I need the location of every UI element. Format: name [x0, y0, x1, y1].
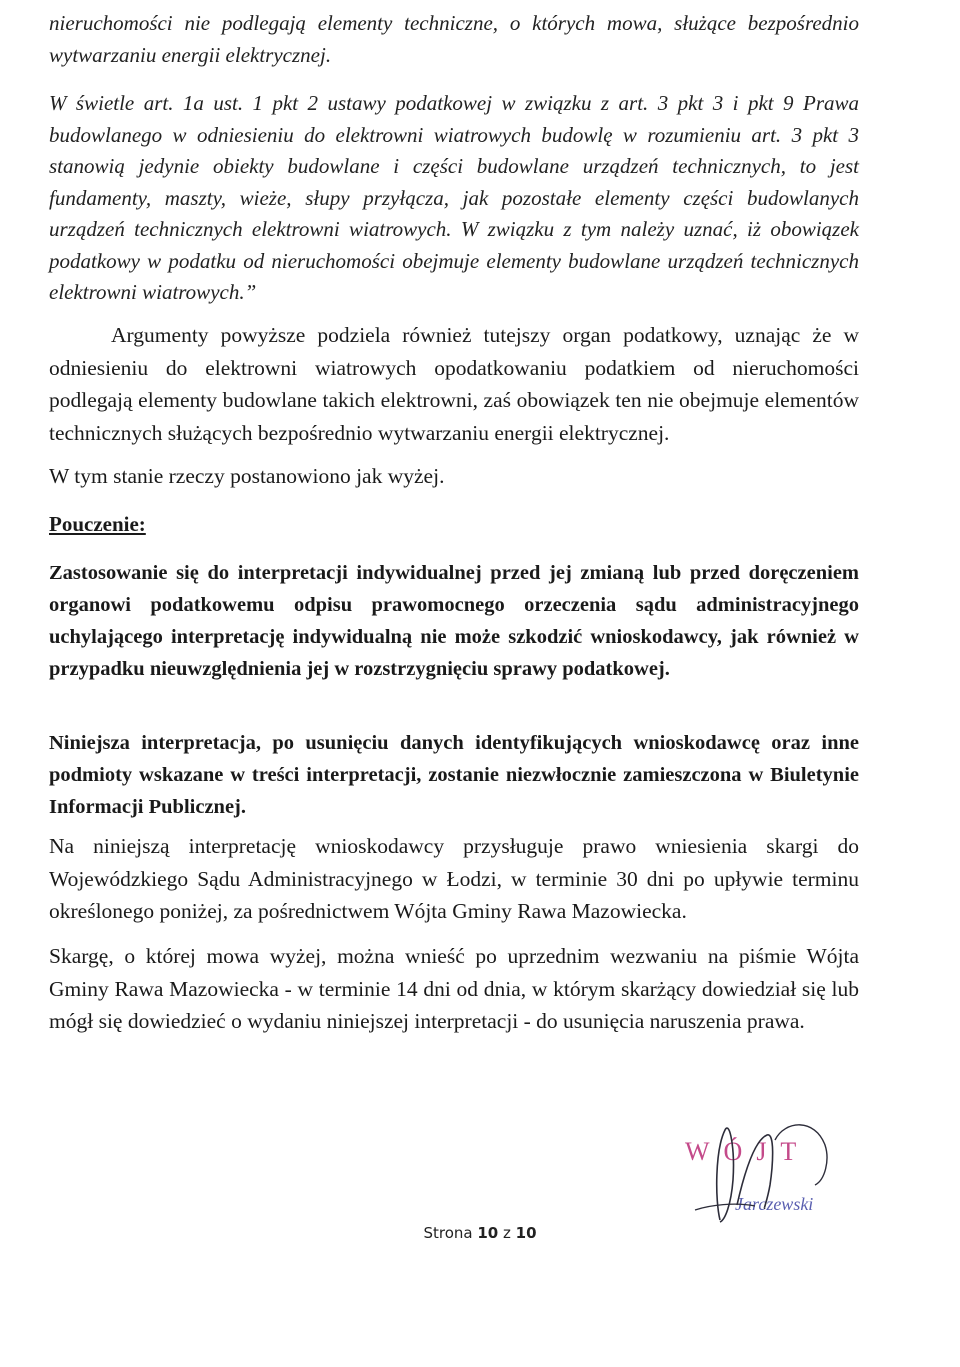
signature-stamp-graphic — [675, 1110, 845, 1230]
page-footer — [0, 1224, 960, 1242]
footer-total-pages: 10 — [515, 1224, 537, 1242]
complaint-paragraph: Skargę, o której mowa wyżej, można wnieść po uprzednim wezwaniu na piśmie Wójta Gminy Rawa Mazowiecka - w terminie 14 dni od dnia, w którym skarżący dowiedział się lub mógł się dowiedzieć o wydaniu niniejszej interpretacji - do usunięcia naruszenia prawa. — [49, 944, 859, 1033]
quote-paragraph: W świetle art. 1a ust. 1 pkt 2 ustawy podatkowej w związku z art. 3 pkt 3 i pkt 9 Prawa budowlanego w odniesieniu do elektrowni wiatrowych budowlę w rozumieniu art. 3 pkt 3 stanowią jedynie obiekty budowlane i części budowlane urządzeń technicznych, to jest fundamenty, maszty, wieże, słupy przyłącza, jak pozostałe elementy części budowlanych urządzeń technicznych elektrowni wiatrowych. W związku z tym należy uznać, iż obowiązek podatkowy w podatku od nieruchomości obejmuje elementy budowlane urządzeń technicznych elektrowni wiatrowych.” — [49, 91, 859, 304]
stamp-title: WÓJT — [685, 1137, 811, 1166]
footer-current-page: 10 — [477, 1224, 499, 1242]
signature-stamp — [675, 1110, 845, 1230]
instruction-heading: Pouczenie: — [49, 512, 146, 536]
bold-paragraph-liability: Zastosowanie się do interpretacji indywidualnej przed jej zmianą lub przed doręczeniem organowi podatkowemu odpisu prawomocnego orzeczenia sądu administracyjnego uchylającego interpretację indywidualną nie może szkodzić wnioskodawcy, jak również w przypadku nieuwzględnienia jej w rozstrzygnięciu sprawy podatkowej. — [49, 562, 859, 680]
argument-paragraph: Argumenty powyższe podziela również tutejszy organ podatkowy, uznając że w odniesieniu do elektrowni wiatrowych opodatkowaniu podatkiem od nieruchomości podlegają elementy budowlane takich elektrowni, zaś obowiązek ten nie obejmuje elementów technicznych służących bezpośrednio wytwarzaniu energii elektrycznej. — [49, 323, 859, 445]
stamp-name: Jarczewski — [735, 1194, 814, 1214]
footer-separator: z — [503, 1224, 511, 1242]
footer-prefix: Strona — [423, 1224, 473, 1242]
bold-paragraph-publication: Niniejsza interpretacja, po usunięciu danych identyfikujących wnioskodawcę oraz inne podmioty wskazane w treści interpretacji, zostanie niezwłocznie zamieszczona w Biuletynie Informacji Publicznej. — [49, 732, 859, 818]
appeal-paragraph: Na niniejszą interpretację wnioskodawcy przysługuje prawo wniesienia skargi do Wojewódzkiego Sądu Administracyjnego w Łodzi, w terminie 30 dni po upływie terminu określonego poniżej, za pośrednictwem Wójta Gminy Rawa Mazowiecka. — [49, 834, 859, 923]
quote-continuation: nieruchomości nie podlegają elementy techniczne, o których mowa, służące bezpośrednio wytwarzaniu energii elektrycznej. — [49, 11, 859, 67]
decision-line: W tym stanie rzeczy postanowiono jak wyżej. — [49, 464, 445, 488]
